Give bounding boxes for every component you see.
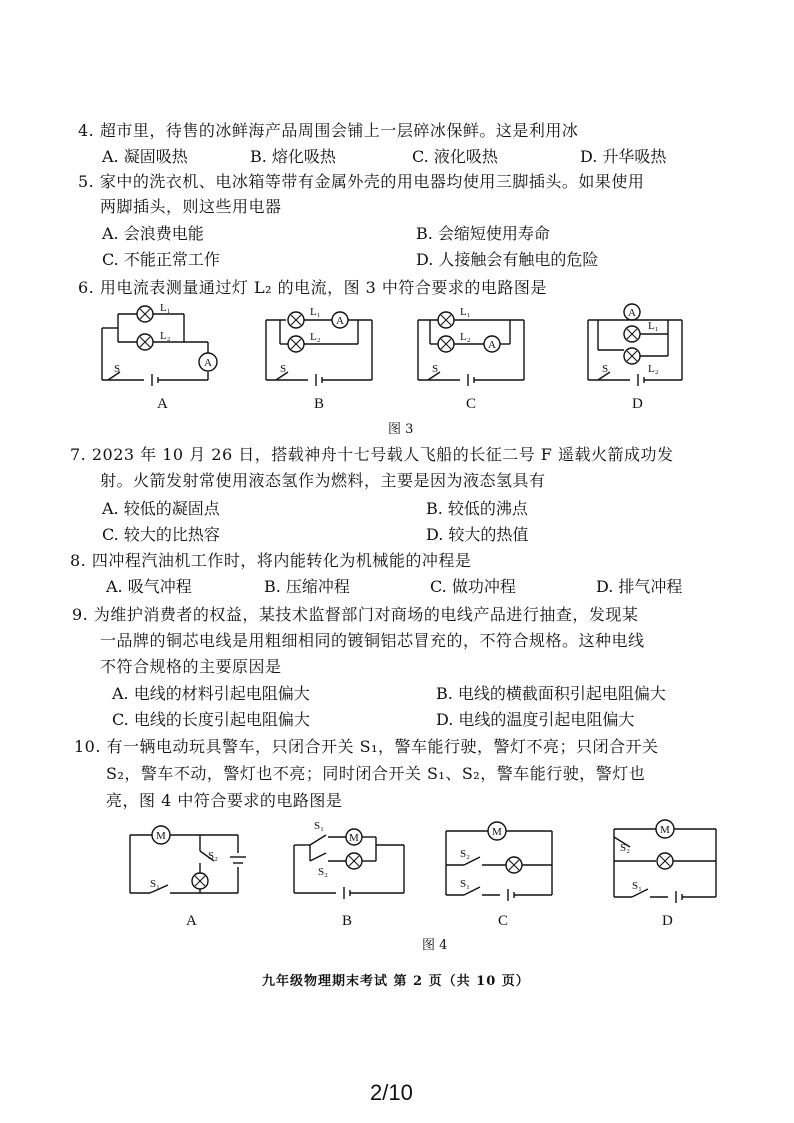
fig4-d-s1: S₁ bbox=[632, 880, 642, 892]
fig4-b-s2: S₂ bbox=[318, 866, 328, 878]
fig4-label-b: B bbox=[342, 913, 353, 929]
q5-option-b: B. 会缩短使用寿命 bbox=[416, 224, 550, 243]
fig3-c-l2: L₂ bbox=[460, 331, 471, 343]
fig4-a-s2: S₂ bbox=[208, 850, 218, 862]
fig4-b-s1: S₁ bbox=[314, 820, 324, 832]
q7-option-a: A. 较低的凝固点 bbox=[102, 499, 220, 518]
fig4-label-d: D bbox=[662, 913, 673, 929]
fig4-label-c: C bbox=[498, 913, 509, 929]
figure-3 bbox=[0, 298, 794, 438]
q9-option-a: A. 电线的材料引起电阻偏大 bbox=[112, 684, 310, 703]
question-7-stem-2: 射。火箭发射常使用液态氢作为燃料，主要是因为液态氢具有 bbox=[100, 471, 546, 490]
q7-option-d: D. 较大的热值 bbox=[426, 525, 529, 544]
q8-option-d: D. 排气冲程 bbox=[596, 577, 683, 596]
fig3-a-switch: S bbox=[114, 363, 121, 375]
question-9-stem-3: 不符合规格的主要原因是 bbox=[100, 657, 282, 676]
q8-option-b: B. 压缩冲程 bbox=[264, 577, 350, 596]
figure-3-caption: 图 3 bbox=[388, 422, 414, 437]
q9-option-c: C. 电线的长度引起电阻偏大 bbox=[112, 710, 310, 729]
fig4-a-s1: S₁ bbox=[150, 878, 160, 890]
q5-option-d: D. 人接触会有触电的危险 bbox=[416, 250, 599, 269]
figure-4-caption: 图 4 bbox=[422, 938, 448, 953]
fig4-d-s2: S₂ bbox=[620, 842, 630, 854]
fig4-d-motor: M bbox=[660, 824, 670, 836]
fig3-a-l1: L₁ bbox=[160, 302, 171, 314]
question-9-stem-1: 9. 为维护消费者的权益，某技术监督部门对商场的电线产品进行抽查，发现某 bbox=[72, 605, 639, 624]
fig3-c-ammeter: A bbox=[488, 339, 496, 351]
fig4-b-motor: M bbox=[349, 832, 359, 844]
question-9-stem-2: 一品牌的铜芯电线是用粗细相同的镀铜铝芯冒充的，不符合规格。这种电线 bbox=[100, 631, 645, 650]
q4-option-a: A. 凝固吸热 bbox=[102, 147, 188, 166]
question-5-stem-2: 两脚插头，则这些用电器 bbox=[100, 197, 282, 216]
fig4-c-s1: S₁ bbox=[460, 878, 470, 890]
q8-option-c: C. 做功冲程 bbox=[430, 577, 516, 596]
fig4-c-motor: M bbox=[492, 826, 502, 838]
q9-option-d: D. 电线的温度引起电阻偏大 bbox=[436, 710, 635, 729]
page-indicator: 2/10 bbox=[370, 1080, 413, 1105]
fig3-b-l2: L₂ bbox=[310, 331, 321, 343]
fig3-b-switch: S bbox=[280, 363, 287, 375]
q5-option-a: A. 会浪费电能 bbox=[102, 224, 204, 243]
fig3-d-l1: L₁ bbox=[648, 320, 659, 332]
fig4-c-s2: S₂ bbox=[460, 848, 470, 860]
fig3-d-switch: S bbox=[602, 363, 609, 375]
fig3-label-a: A bbox=[157, 396, 168, 412]
fig3-d-ammeter: A bbox=[628, 307, 636, 319]
q4-option-c: C. 液化吸热 bbox=[412, 147, 498, 166]
q7-option-b: B. 较低的沸点 bbox=[426, 499, 528, 518]
question-6-stem: 6. 用电流表测量通过灯 L₂ 的电流，图 3 中符合要求的电路图是 bbox=[78, 278, 547, 297]
question-10-stem-1: 10. 有一辆电动玩具警车，只闭合开关 S₁，警车能行驶，警灯不亮；只闭合开关 bbox=[74, 737, 659, 756]
q7-option-c: C. 较大的比热容 bbox=[102, 525, 220, 544]
question-5-stem-1: 5. 家中的洗衣机、电冰箱等带有金属外壳的用电器均使用三脚插头。如果使用 bbox=[78, 172, 645, 191]
question-10-stem-3: 亮，图 4 中符合要求的电路图是 bbox=[106, 791, 343, 810]
figure-4 bbox=[0, 815, 794, 935]
q5-option-c: C. 不能正常工作 bbox=[102, 250, 220, 269]
fig3-label-c: C bbox=[466, 396, 477, 412]
q9-option-b: B. 电线的横截面积引起电阻偏大 bbox=[436, 684, 666, 703]
fig4-a-motor: M bbox=[156, 830, 166, 842]
question-7-stem-1: 7. 2023 年 10 月 26 日，搭载神舟十七号载人飞船的长征二号 F 遥载火箭成功发 bbox=[70, 445, 674, 464]
question-4-stem: 4. 超市里，待售的冰鲜海产品周围会铺上一层碎冰保鲜。这是利用冰 bbox=[78, 121, 579, 140]
q4-option-b: B. 熔化吸热 bbox=[250, 147, 336, 166]
q8-option-a: A. 吸气冲程 bbox=[106, 577, 192, 596]
question-10-stem-2: S₂，警车不动，警灯也不亮；同时闭合开关 S₁、S₂，警车能行驶，警灯也 bbox=[106, 764, 646, 783]
fig3-d-l2: L₂ bbox=[648, 363, 659, 375]
page-footer: 九年级物理期末考试 第 2 页（共 10 页） bbox=[262, 974, 530, 989]
question-8-stem: 8. 四冲程汽油机工作时，将内能转化为机械能的冲程是 bbox=[70, 551, 472, 570]
fig3-c-switch: S bbox=[432, 363, 439, 375]
fig3-a-ammeter: A bbox=[204, 357, 212, 369]
fig3-label-d: D bbox=[632, 396, 643, 412]
q4-option-d: D. 升华吸热 bbox=[580, 147, 667, 166]
figure-4-circuit-a bbox=[130, 826, 246, 893]
fig3-c-l1: L₁ bbox=[460, 306, 471, 318]
fig4-label-a: A bbox=[186, 913, 197, 929]
fig3-b-ammeter: A bbox=[336, 315, 344, 327]
fig3-a-l2: L₂ bbox=[160, 330, 171, 342]
fig3-b-l1: L₁ bbox=[310, 306, 321, 318]
fig3-label-b: B bbox=[314, 396, 325, 412]
